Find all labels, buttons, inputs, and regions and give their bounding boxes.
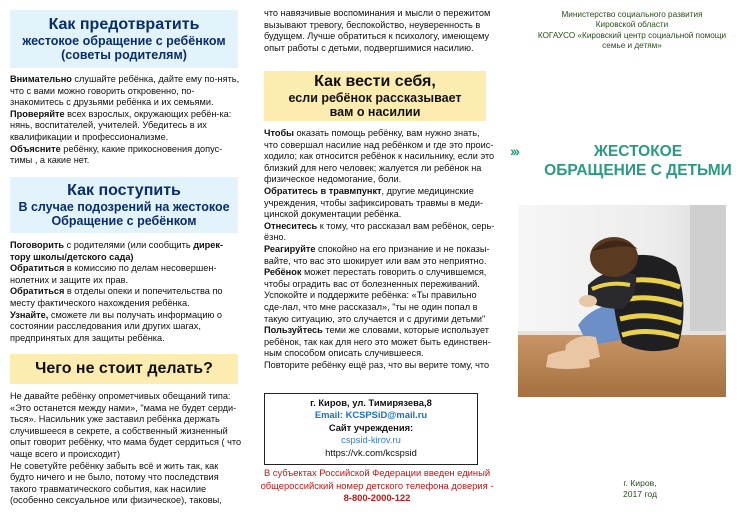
advice-item: Объясните ребёнку, какие прикосновения допус-тимы , а какие нет. xyxy=(10,143,223,166)
city-label: г. Киров, xyxy=(623,478,657,488)
header-prevent xyxy=(10,10,238,68)
intro-text: что навязчивые воспоминания и мысли о пережитом вызывают тревогу, беспокойство, неуверенность в будущем. Лучше обратиться к психологу, имеющему опыт работы с детьми, подвергшимися насилию. xyxy=(264,8,491,53)
hotline-phone[interactable]: 8-800-2000-122 xyxy=(343,492,411,504)
advice-block xyxy=(10,74,240,167)
contact-site-link[interactable]: cspsid-kirov.ru xyxy=(341,434,401,446)
advice-item: Проверяйте всех взрослых, окружающих ребён-ка: нянь, воспитателей, учителей. Убедитесь в их квалификации и профессионализме. xyxy=(10,108,232,142)
city-year xyxy=(600,478,680,500)
contact-address: г. Киров, ул. Тимирязева,8 xyxy=(310,397,432,408)
header-prevent-line3: (советы родителям) xyxy=(61,48,187,62)
ministry-line2: Кировской области xyxy=(595,20,669,30)
header-prevent-line1: Как предотвратить xyxy=(48,16,200,33)
brochure-title-line2: ОБРАЩЕНИЕ С ДЕТЬМИ xyxy=(544,162,732,179)
action-item: Поговорить с родителями (или сообщить дирек-тору школы/детского сада) xyxy=(10,240,224,262)
hotline-text: В субъектах Российской Федерации введен единый общероссийский номер детского телефона доверия - xyxy=(260,467,494,491)
behave-item: Повторите ребёнку ещё раз, что вы верите тому, что xyxy=(264,359,490,370)
action-item: Узнайте, сможете ли вы получать информацию о состоянии расследования или других шагах, предпринятых для защиты ребёнка. xyxy=(10,309,223,343)
header-act-line2: В случае подозрений на жестокое xyxy=(18,200,230,214)
brochure-title-line1: ЖЕСТОКОЕ xyxy=(593,143,683,160)
header-behave xyxy=(264,71,486,121)
brochure-title xyxy=(533,142,743,180)
ministry-line4: семье и детям» xyxy=(602,41,662,51)
header-prevent-line2: жестокое обращение с ребёнком xyxy=(22,34,226,48)
behave-item: Пользуйтесь теми же словами, которые использует ребёнок, так как для него это может быть единствен-ным способом описать случившееся. xyxy=(264,325,491,359)
behave-item: Реагируйте спокойно на его признание и не показы-вайте, что вас это шокирует или вам это неприятно. xyxy=(264,243,490,266)
advice-item: Внимательно слушайте ребёнка, дайте ему по-нять, что с вами можно говорить откровенно, по-знакомитесь с друзьями ребёнка и их семьями. xyxy=(10,74,240,108)
year-label: 2017 год xyxy=(622,488,658,499)
sad-child-illustration xyxy=(518,205,726,397)
header-act-line3: Обращение с ребёнком xyxy=(51,214,197,228)
contact-vk-link[interactable]: https://vk.com/kcspsid xyxy=(325,446,417,458)
arrows-icon: ››› xyxy=(510,143,518,159)
behave-item: Ребёнок может перестать говорить о случившемся, чтобы оградить вас от болезненных переживаний. Успокойте и поддержите ребёнка: «Ты правильно сде-лал, что мне рассказал», "ты не один попал в такую ситуацию, это случается и с другими детьми" xyxy=(264,267,487,324)
behave-block xyxy=(264,128,496,371)
ministry-line3: КОГАУСО «Кировский центр социальной помощи xyxy=(537,30,727,40)
header-act-line1: Как поступить xyxy=(67,182,181,199)
header-dont: Чего не стоит делать? xyxy=(10,354,238,384)
dont-item: Не советуйте ребёнку забыть всё и жить так, как будто ничего и не было, потому что последствия такого травматического события, как насилие (особенно сексуальное или физическое), таковы, xyxy=(10,460,222,506)
contact-email[interactable]: Email: KCSPSiD@mail.ru xyxy=(314,409,428,421)
behave-item: Отнеситесь к тому, что рассказал вам ребёнок, серь-ёзно. xyxy=(264,220,495,243)
panel-left xyxy=(0,0,248,530)
sad-child-photo xyxy=(518,205,726,397)
ministry-line1: Министерство социального развития xyxy=(561,10,703,19)
dont-block xyxy=(10,391,242,507)
behave-item: Чтобы оказать помощь ребёнку, вам нужно знать, что совершал насилие над ребёнком и где это проис-ходило; как относится ребёнок к насильнику, если это близкий для него человек; жалуется ли ребёнок на физическое недомогание, боли. xyxy=(264,128,495,185)
header-behave-line1: Как вести себя, xyxy=(314,73,436,90)
header-behave-line2: если ребёнок рассказывает xyxy=(288,91,462,105)
dont-item: Не давайте ребёнку опрометчивых обещаний типа: «Это останется между нами», "мама не будет серди-ться». Насильник уже заставил ребёнка держать случившееся в секрете, а собственный жизненный опыт говорит ребёнку, что мама будет сердиться ( что чаще всего и происходит) xyxy=(10,391,242,459)
hotline-notice xyxy=(260,467,494,505)
contact-site-label: Сайт учреждения: xyxy=(328,421,414,433)
header-behave-line3: вам о насилии xyxy=(329,105,421,119)
action-item: Обратиться в отделы опеки и попечительства по месту фактического нахождения ребёнка. xyxy=(10,286,223,308)
header-act xyxy=(10,177,238,233)
ministry-header xyxy=(532,10,732,52)
contact-box xyxy=(264,393,478,465)
behave-item: Обратитесь в травмпункт, другие медицинские учреждения, чтобы зафиксировать травмы в меди-цинской документации ребёнка. xyxy=(264,185,484,220)
actions-block xyxy=(10,240,240,344)
action-item: Обратиться в комиссию по делам несовершен-нолетних и защите их прав. xyxy=(10,263,217,285)
